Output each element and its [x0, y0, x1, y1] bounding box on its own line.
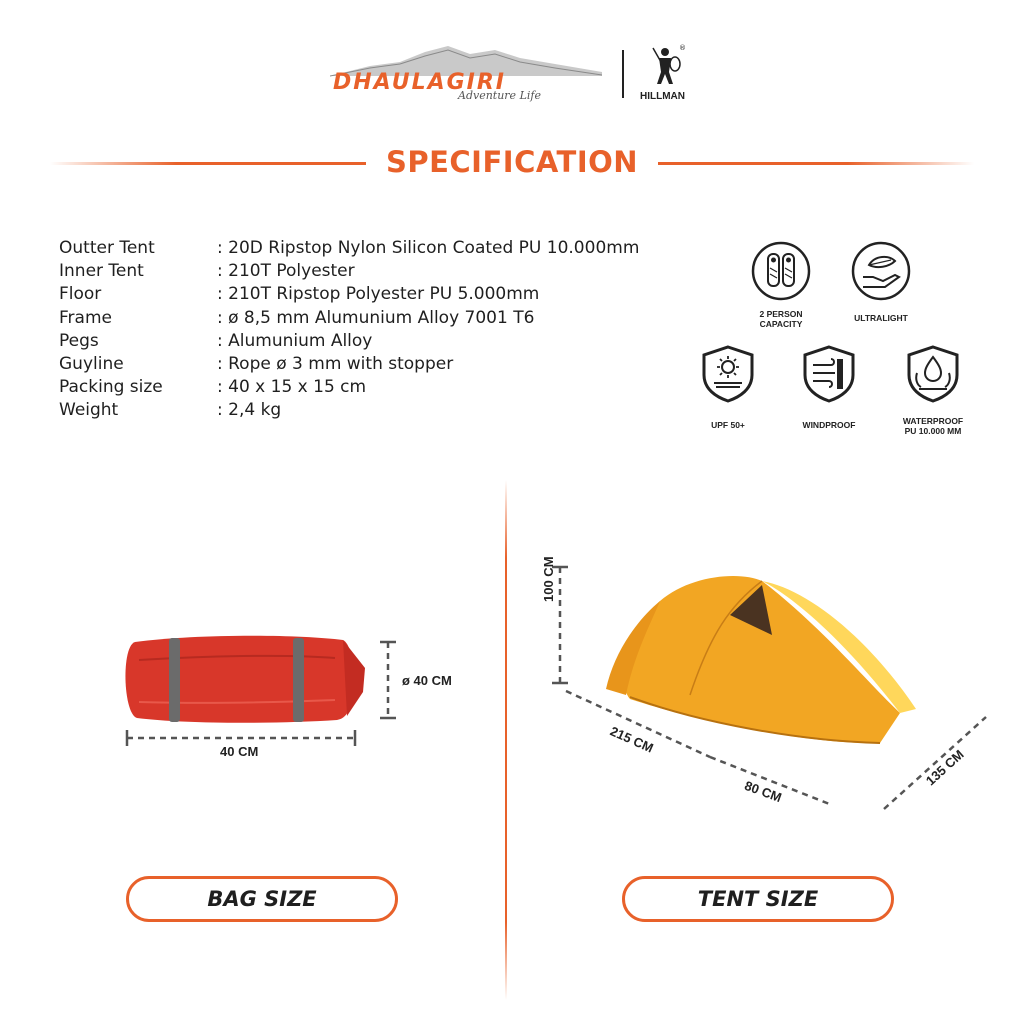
capacity-label-line2: CAPACITY	[759, 319, 803, 329]
spec-value: : Alumunium Alloy	[217, 330, 373, 351]
spec-row	[59, 330, 739, 353]
spec-label: Packing size	[59, 377, 163, 398]
logo-divider	[622, 50, 624, 98]
brand-name: DHAULAGIRI	[333, 70, 506, 95]
bag-length-label: 40 CM	[220, 744, 259, 759]
tent-width-label: 135 CM	[922, 746, 967, 789]
spec-label: Floor	[59, 284, 102, 305]
spec-list	[59, 237, 739, 423]
capacity-label	[736, 309, 826, 329]
waterproof-label	[888, 416, 978, 436]
section-title: SPECIFICATION	[385, 145, 639, 179]
waterproof-label-line1: WATERPROOF	[902, 416, 964, 426]
spec-label: Outter Tent	[59, 238, 155, 258]
spec-value: : 40 x 15 x 15 cm	[217, 377, 367, 398]
tent-vestibule-label: 80 CM	[742, 777, 784, 806]
spec-label: Frame	[59, 307, 112, 328]
tent-length-label: 215 CM	[607, 723, 656, 756]
spec-value: : 210T Ripstop Polyester PU 5.000mm	[217, 284, 540, 305]
tent-height-label: 100 CM	[541, 556, 556, 602]
spec-row	[59, 399, 739, 422]
spec-label: Pegs	[59, 330, 99, 351]
tent-size-button[interactable]: TENT SIZE	[622, 876, 894, 922]
spec-row	[59, 283, 739, 306]
sleeping-bags-icon	[751, 241, 811, 301]
spec-value: : ø 8,5 mm Alumunium Alloy 7001 T6	[217, 307, 535, 328]
spec-row	[59, 260, 739, 283]
spec-label: Weight	[59, 400, 119, 421]
spec-value: : 2,4 kg	[217, 400, 282, 421]
partner-name: HILLMAN	[640, 91, 685, 102]
spec-value: : 210T Polyester	[217, 261, 355, 282]
ultralight-label: ULTRALIGHT	[854, 313, 908, 323]
brand-tagline: Adventure Life	[458, 89, 541, 102]
spec-row	[59, 307, 739, 330]
spec-value: : 20D Ripstop Nylon Silicon Coated PU 10.000mm	[217, 238, 640, 258]
bag-size-button[interactable]: BAG SIZE	[126, 876, 398, 922]
water-shield-icon	[903, 343, 963, 403]
bag-illustration	[115, 630, 485, 770]
spec-row	[59, 237, 739, 260]
section-divider	[505, 480, 507, 1000]
spec-label: Guyline	[59, 353, 124, 374]
spec-row	[59, 376, 739, 399]
waterproof-label-line2: PU 10.000 MM	[904, 426, 962, 436]
bag-diameter-label: ø 40 CM	[402, 673, 452, 688]
upf-label: UPF 50+	[711, 420, 745, 430]
spec-row	[59, 353, 739, 376]
wind-shield-icon	[799, 343, 859, 403]
windproof-label: WINDPROOF	[802, 420, 856, 430]
sun-shield-icon	[698, 343, 758, 403]
spec-label: Inner Tent	[59, 261, 144, 282]
feather-hand-icon	[851, 241, 911, 301]
registered-mark: ®	[679, 44, 686, 52]
capacity-label-line1: 2 PERSON	[759, 309, 803, 319]
spec-value: : Rope ø 3 mm with stopper	[217, 353, 454, 374]
